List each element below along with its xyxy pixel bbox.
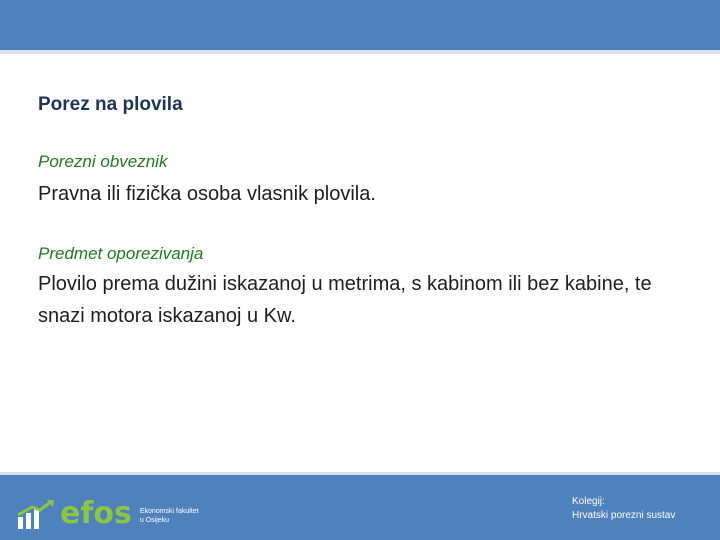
footer-band xyxy=(0,472,720,540)
logo-subtitle xyxy=(140,507,199,525)
section-text-subject: Plovilo prema dužini iskazanoj u metrima, s kabinom ili bez kabine, te snazi motora iskazanoj u Kw. xyxy=(38,273,652,327)
slide-content xyxy=(38,94,688,327)
slide-title: Porez na plovila xyxy=(38,94,183,115)
logo-subtitle-line1: Ekonomski fakultet xyxy=(139,508,199,515)
course-name: Hrvatski porezni sustav xyxy=(572,510,676,521)
section-text-taxpayer: Pravna ili fizička osoba vlasnik plovila. xyxy=(38,183,376,205)
section-label-taxpayer: Porezni obveznik xyxy=(38,152,168,171)
logo-subtitle-line2: u Osijeku xyxy=(139,517,170,524)
course-info xyxy=(572,495,675,523)
section-label-subject: Predmet oporezivanja xyxy=(38,244,204,263)
efos-logo xyxy=(16,495,199,529)
header-band xyxy=(0,0,720,54)
chart-bars-icon xyxy=(16,499,56,529)
course-label: Kolegij: xyxy=(572,496,605,507)
logo-wordmark: efos xyxy=(60,496,132,531)
